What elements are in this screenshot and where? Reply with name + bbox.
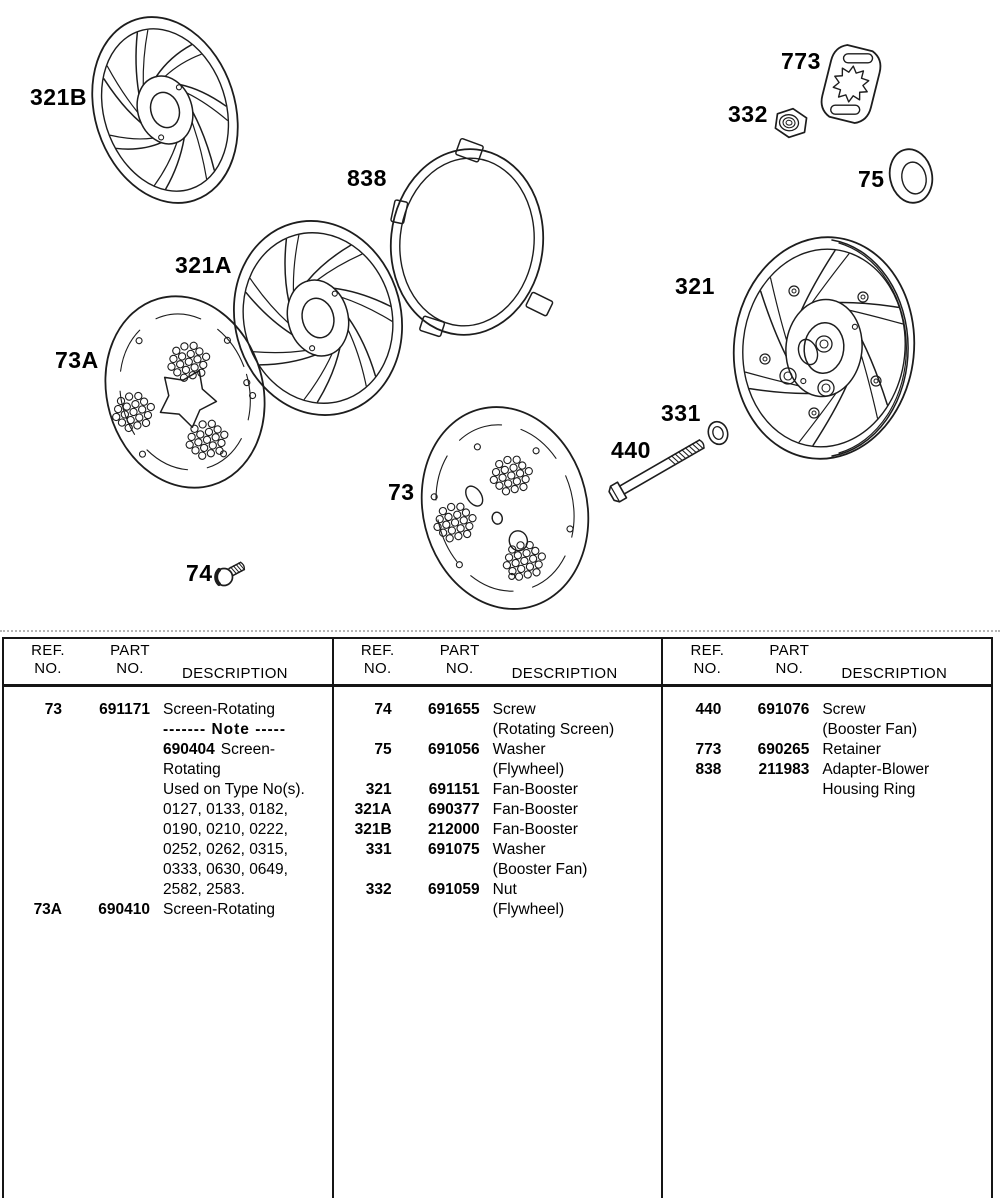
part-no-header: PART NO.: [769, 642, 810, 677]
description-cell: 0333, 0630, 0649,: [163, 861, 288, 878]
table-row: [4, 700, 332, 720]
description-header: DESCRIPTION: [182, 665, 288, 682]
table-row: [334, 900, 662, 920]
description-cell: Fan-Booster: [492, 821, 578, 838]
description-cell: Screw: [822, 701, 866, 718]
ref-no-cell: 75: [374, 741, 392, 758]
description-cell: 0190, 0210, 0222,: [163, 821, 288, 838]
table-row: [4, 840, 332, 860]
description-header: DESCRIPTION: [511, 665, 618, 682]
table-row: [334, 760, 662, 780]
table-row: [4, 780, 332, 800]
ref-no-cell: 321B: [354, 821, 392, 838]
table-row: [334, 820, 662, 840]
table-row: [334, 740, 662, 760]
table-row: [4, 860, 332, 880]
part-no-cell: 691655: [427, 701, 480, 718]
part-label-73: 73: [388, 479, 415, 505]
table-row: [334, 860, 662, 880]
table-row: [4, 740, 332, 760]
part-label-332: 332: [728, 101, 768, 127]
part-label-74: 74: [186, 560, 213, 586]
table-row: [334, 880, 662, 900]
parts-table-section-1: [4, 639, 334, 1198]
part-no-cell: 691151: [428, 781, 480, 798]
ref-no-cell: 321: [365, 781, 392, 798]
table-row: [334, 840, 662, 860]
ref-no-cell: 73: [44, 701, 62, 718]
description-cell: (Rotating Screen): [492, 721, 615, 738]
ref-no-header: REF. NO.: [690, 642, 725, 677]
description-cell: Fan-Booster: [492, 781, 578, 798]
table-row: [334, 780, 662, 800]
table-row: [663, 740, 991, 760]
description-cell: Screen-Rotating: [163, 901, 276, 918]
part-label-321A: 321A: [175, 252, 232, 278]
description-cell: 2582, 2583.: [163, 881, 245, 898]
description-cell: 690404 Screen-: [163, 741, 276, 758]
table-row: [4, 760, 332, 780]
description-cell: Screen-Rotating: [163, 701, 276, 718]
part-no-cell: 691075: [427, 841, 480, 858]
note-part-no: 690404: [163, 741, 215, 758]
table-body: [4, 687, 332, 1198]
part-label-331: 331: [661, 400, 701, 426]
description-cell: (Flywheel): [492, 761, 565, 778]
ref-no-header: REF. NO.: [31, 642, 65, 677]
ref-no-cell: 321A: [354, 801, 392, 818]
ref-no-cell: 331: [365, 841, 392, 858]
part-no-cell: 691171: [99, 701, 150, 718]
table-header: [663, 639, 991, 687]
table-row: [334, 720, 662, 740]
description-cell: 0127, 0133, 0182,: [163, 801, 288, 818]
table-header: [334, 639, 662, 687]
description-cell: (Flywheel): [492, 901, 565, 918]
part-label-73A: 73A: [55, 347, 99, 373]
ref-no-cell: 838: [695, 761, 722, 778]
part-no-header: PART NO.: [439, 642, 480, 677]
description-cell: (Booster Fan): [822, 721, 918, 738]
table-row: [663, 780, 991, 800]
table-body: [334, 687, 662, 1198]
description-cell: Retainer: [822, 741, 881, 758]
description-header: DESCRIPTION: [841, 665, 948, 682]
part-label-440: 440: [611, 437, 651, 463]
description-cell: (Booster Fan): [492, 861, 588, 878]
parts-table-section-3: [663, 639, 991, 1198]
description-cell: Washer: [492, 841, 546, 858]
part-no-header: PART NO.: [110, 642, 150, 677]
description-cell: Rotating: [163, 761, 221, 778]
part-label-838: 838: [347, 165, 387, 191]
description-cell: Washer: [492, 741, 546, 758]
parts-table-section-2: [334, 639, 664, 1198]
part-label-773: 773: [781, 48, 821, 74]
ref-no-cell: 73A: [33, 901, 62, 918]
table-row: [4, 800, 332, 820]
ref-no-cell: 332: [365, 881, 392, 898]
table-row: [4, 880, 332, 900]
ref-no-cell: 773: [695, 741, 722, 758]
table-body: [663, 687, 991, 1198]
part-no-cell: 690265: [757, 741, 810, 758]
part-no-cell: 691076: [757, 701, 810, 718]
description-cell: 0252, 0262, 0315,: [163, 841, 288, 858]
part-label-75: 75: [858, 166, 885, 192]
part-no-cell: 212000: [427, 821, 480, 838]
parts-table: [2, 637, 993, 1198]
description-cell: Housing Ring: [822, 781, 916, 798]
table-row: [334, 800, 662, 820]
table-row: [4, 900, 332, 920]
part-label-321B: 321B: [30, 84, 87, 110]
table-row: [663, 720, 991, 740]
note-text: ------- Note -----: [163, 721, 286, 738]
description-cell: Adapter-Blower: [822, 761, 930, 778]
table-header: [4, 639, 332, 687]
ref-no-cell: 74: [374, 701, 392, 718]
description-cell: Nut: [492, 881, 517, 898]
part-no-cell: 691059: [427, 881, 480, 898]
description-cell: Screw: [492, 701, 536, 718]
description-cell: Used on Type No(s).: [163, 781, 305, 798]
description-cell: Fan-Booster: [492, 801, 578, 818]
table-row-note: [4, 720, 332, 740]
table-row: [334, 700, 662, 720]
part-no-cell: 691056: [427, 741, 480, 758]
part-label-321: 321: [675, 273, 715, 299]
table-top-dotted-rule: [0, 630, 1000, 632]
table-row: [663, 700, 991, 720]
table-row: [663, 760, 991, 780]
part-no-cell: 211983: [758, 761, 810, 778]
ref-no-header: REF. NO.: [360, 642, 395, 677]
part-no-cell: 690410: [98, 901, 150, 918]
ref-no-cell: 440: [695, 701, 722, 718]
part-no-cell: 690377: [427, 801, 480, 818]
table-row: [4, 820, 332, 840]
